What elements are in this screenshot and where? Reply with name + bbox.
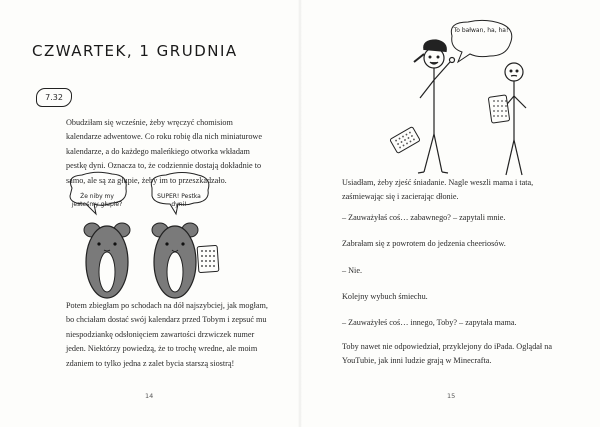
paragraph-toby-ipad: Toby nawet nie odpowiedział, przyklejony do iPada. Oglądał na YouTubie, jak inni ludzie grają w Minecrafta.	[342, 342, 552, 366]
calendar-left	[390, 127, 421, 154]
paragraph-laughter: Kolejny wybuch śmiechu.	[342, 292, 428, 301]
mom-figure	[414, 40, 455, 173]
diary-heading: CZWARTEK, 1 GRUDNIA	[32, 42, 238, 60]
time-badge: 7.32	[36, 88, 72, 107]
paragraph-cheerios: Zabrałam się z powrotem do jedzenia cheeriosów.	[342, 239, 506, 248]
bubble-text-right: SUPER! Pestka dyni!	[157, 193, 201, 208]
right-page	[300, 0, 600, 427]
hamster-left	[84, 223, 130, 298]
paragraph-hamster-calendars: Obudziłam się wcześnie, żeby wręczyć chomisiom kalendarze adwentowe. Co roku robię dla nich miniaturowe kalendarze, a do każdego maleńkiego otworka wkładam pestkę dyni. Oznacza to, że codziennie dostają dokładnie to samo, ale są za głupie, żeby im to przeszkadzało.	[66, 118, 262, 185]
mini-calendar	[197, 245, 219, 272]
paragraph-breakfast: Usiadłam, żeby zjeść śniadanie. Nagle weszli mama i tata, zaśmiewając się i zacierając dłonie.	[342, 178, 534, 202]
calendar-right	[488, 95, 509, 123]
page-number-left: 14	[145, 392, 154, 400]
paragraph-noticed-funny: – Zauważyłaś coś… zabawnego? – zapytali mnie.	[342, 213, 506, 222]
paragraph-no: – Nie.	[342, 266, 363, 275]
page-number-right: 15	[447, 392, 456, 400]
paragraph-stairs: Potem zbiegłam po schodach na dół najszybciej, jak mogłam, bo chciałam dostać swój kalendarz przed Tobym i zepsuć mu niespodziankę odsłonięciem zawartości drzwiczek numer jeden. Niektórzy powiedzą, że to trochę wredne, ale moim zdaniem to tylko jedna z zalet bycia starszą siostrą!	[66, 301, 268, 368]
paragraph-toby-question: – Zauważyłeś coś… innego, Toby? – zapytała mama.	[342, 318, 517, 327]
bubble-text-left: Że niby my jesteśmy głupie?	[71, 193, 123, 208]
hamster-right	[152, 223, 198, 298]
bubble-text-top: To bałwan, ha, ha!	[453, 27, 509, 34]
